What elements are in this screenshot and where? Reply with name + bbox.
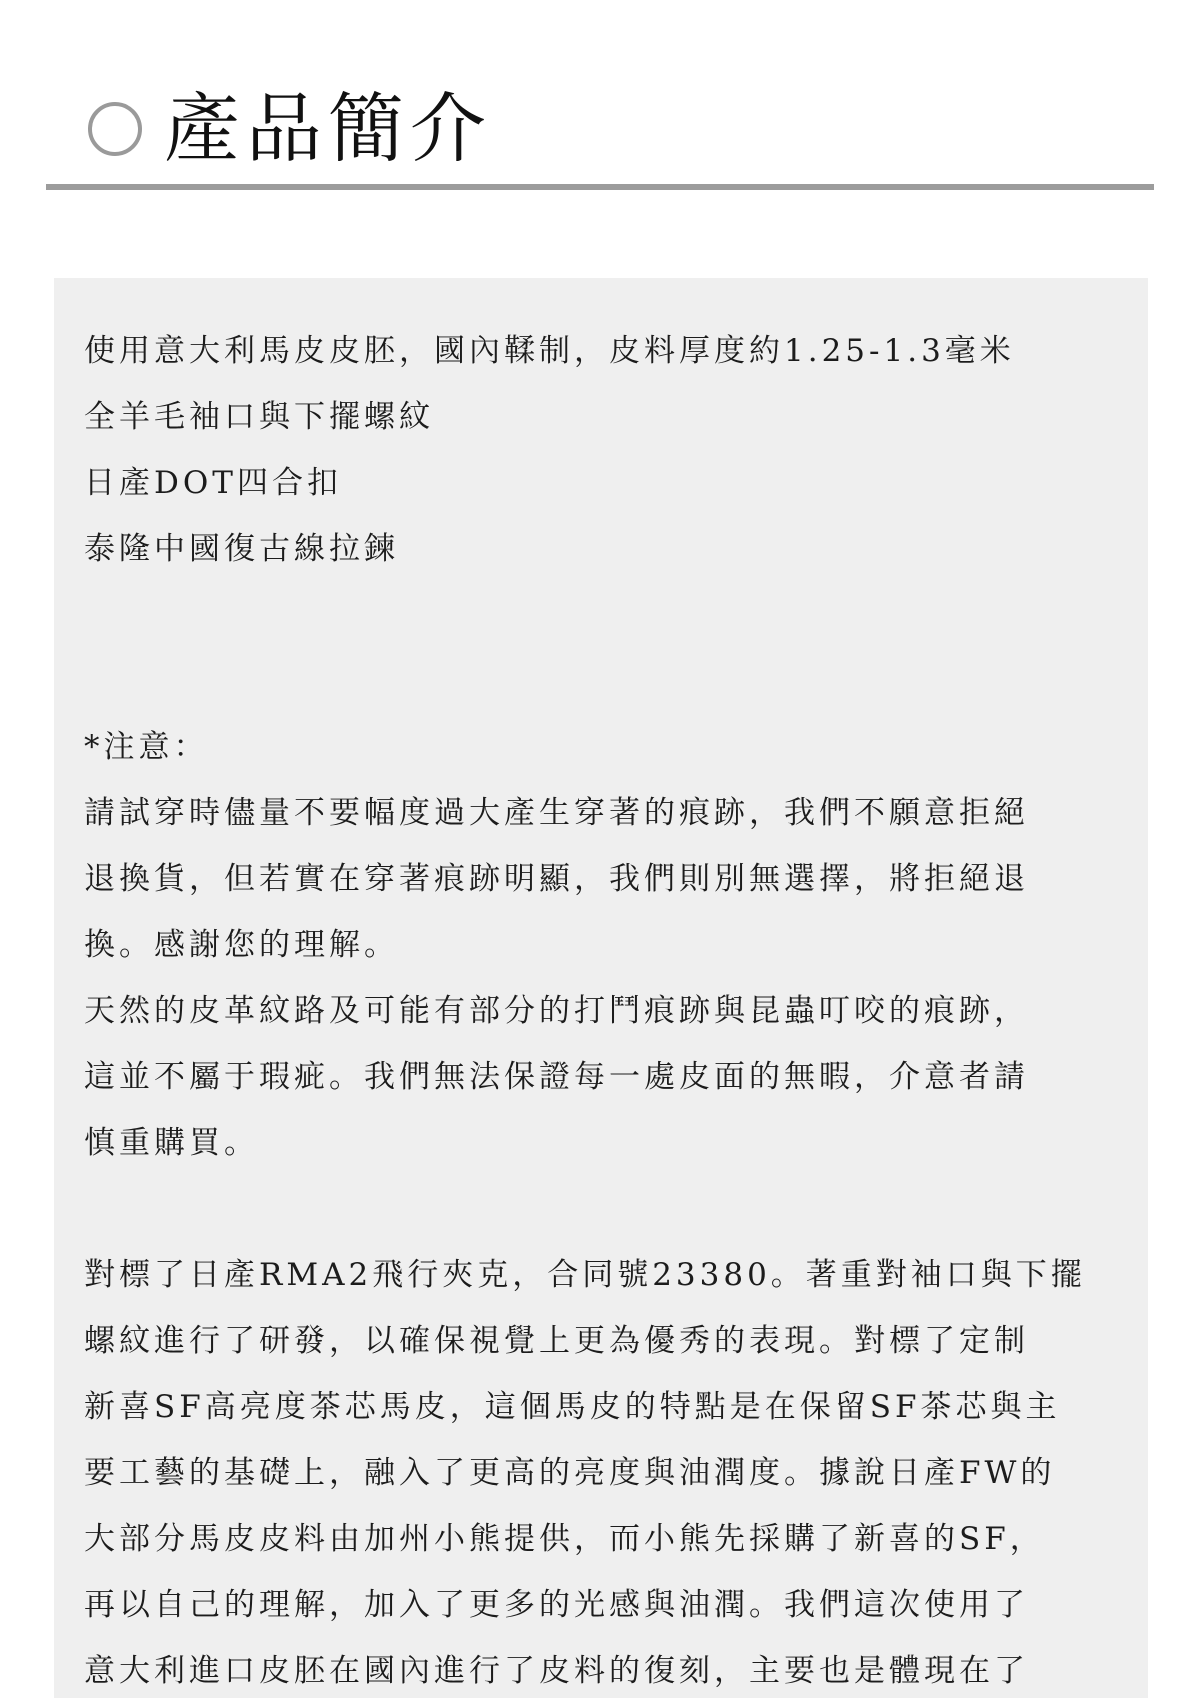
spec-line: 日產DOT四合扣 (84, 465, 342, 501)
spec-line: 全羊毛袖口與下擺螺紋 (84, 399, 434, 435)
description-line: 螺紋進行了研發，以確保視覺上更為優秀的表現。對標了定制 (84, 1323, 1029, 1359)
notice-line: 慎重購買。 (84, 1125, 259, 1161)
description-line: 新喜SF高亮度茶芯馬皮，這個馬皮的特點是在保留SF茶芯與主 (84, 1389, 1061, 1425)
page-header (46, 70, 1154, 190)
product-description-text (84, 318, 1114, 1704)
product-description-panel (54, 278, 1148, 1698)
description-line: 再以自己的理解，加入了更多的光感與油潤。我們這次使用了 (84, 1587, 1029, 1623)
description-line: 要工藝的基礎上，融入了更高的亮度與油潤度。據說日產FW的 (84, 1455, 1056, 1491)
spacer (84, 1176, 1114, 1242)
spacer (84, 648, 1114, 714)
spacer (84, 582, 1114, 648)
notice-line: 請試穿時儘量不要幅度過大產生穿著的痕跡，我們不願意拒絕 (84, 795, 1029, 831)
spec-line: 泰隆中國復古線拉鍊 (84, 531, 399, 567)
notice-line: 這並不屬于瑕疵。我們無法保證每一處皮面的無暇，介意者請 (84, 1059, 1029, 1095)
circle-icon (88, 102, 142, 156)
notice-line: 換。感謝您的理解。 (84, 927, 399, 963)
notice-line: 天然的皮革紋路及可能有部分的打鬥痕跡與昆蟲叮咬的痕跡， (84, 993, 1029, 1029)
header-divider (46, 184, 1154, 190)
notice-heading: *注意： (84, 729, 209, 765)
description-line: 大部分馬皮皮料由加州小熊提供，而小熊先採購了新喜的SF， (84, 1521, 1045, 1557)
page-title: 產品簡介 (164, 84, 492, 173)
notice-line: 退換貨，但若實在穿著痕跡明顯，我們則別無選擇，將拒絕退 (84, 861, 1029, 897)
spec-line: 使用意大利馬皮皮胚，國內鞣制，皮料厚度約1.25-1.3毫米 (84, 333, 1015, 369)
description-line: 意大利進口皮胚在國內進行了皮料的復刻，主要也是體現在了 (84, 1653, 1029, 1689)
description-line: 對標了日產RMA2飛行夾克，合同號23380。著重對袖口與下擺 (84, 1257, 1086, 1293)
